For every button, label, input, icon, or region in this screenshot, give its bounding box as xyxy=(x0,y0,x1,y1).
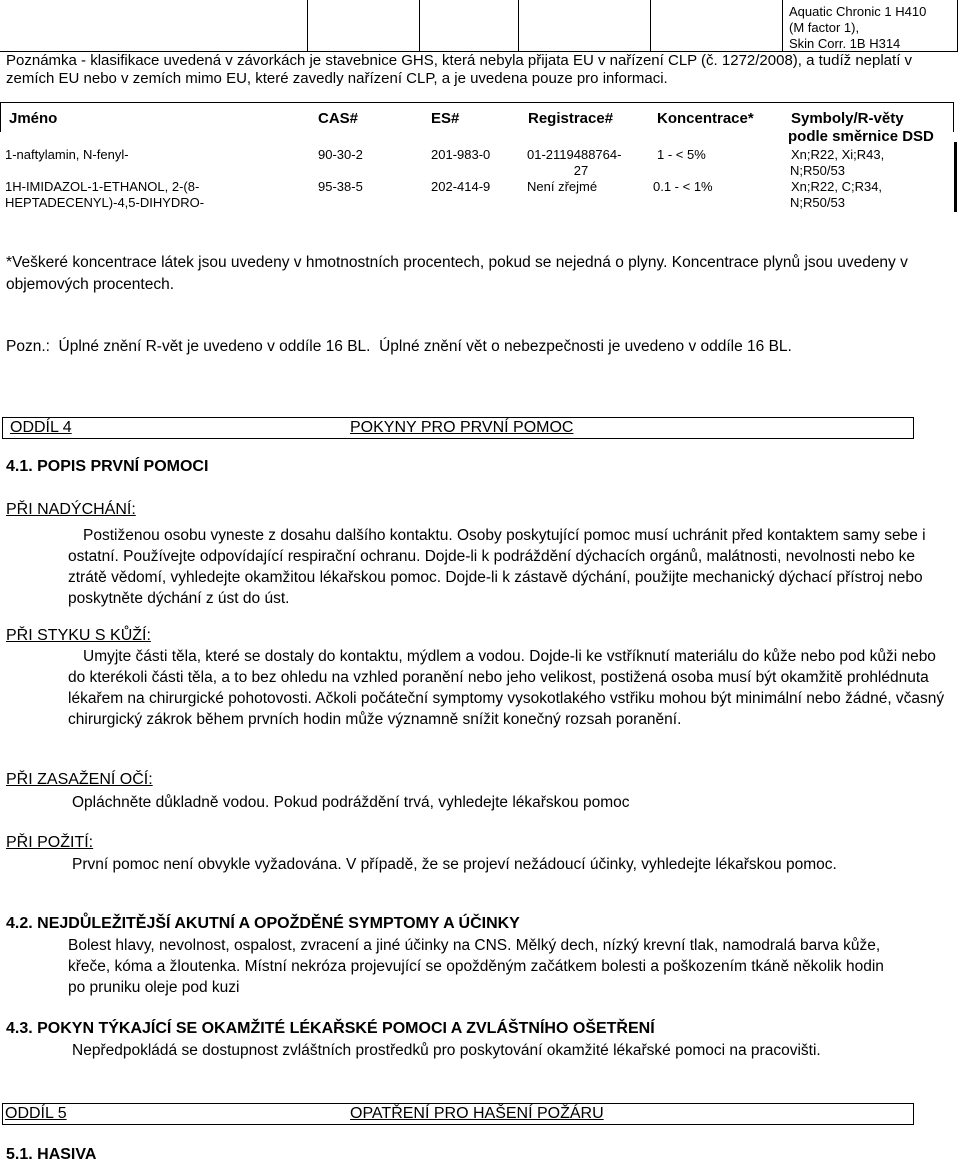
cell-cas: 95-38-5 xyxy=(318,179,363,194)
composition-table xyxy=(0,102,958,214)
cell-symbols-line2: N;R50/53 xyxy=(790,195,845,210)
section-5-title: OPATŘENÍ PRO HAŠENÍ POŽÁRU xyxy=(350,1105,604,1122)
table-cell xyxy=(307,0,420,52)
cell-name-line2: HEPTADECENYL)-4,5-DIHYDRO- xyxy=(5,195,205,210)
section-4-title: POKYNY PRO PRVNÍ POMOC xyxy=(350,419,574,436)
classification-line: Skin Corr. 1B H314 xyxy=(789,36,901,51)
cell-concentration: 0.1 - < 1% xyxy=(653,179,713,194)
ingestion-heading: PŘI POŽITÍ: xyxy=(6,834,94,851)
ghs-note: Poznámka - klasifikace uvedená v závorkách je stavebnice GHS, která nebyla přijata EU v nařízení CLP (č. 1272/2008), a tudíž neplatí v zemích EU nebo v zemích mimo EU, které zavedly nařízení CLP, a je uvedena pouze pro informaci. xyxy=(6,52,913,87)
classification-text xyxy=(789,4,926,52)
cell-es: 201-983-0 xyxy=(431,147,491,162)
symptoms-text: Bolest hlavy, nevolnost, ospalost, zvracení a jiné účinky na CNS. Mělký dech, nízký krevní tlak, namodralá barva kůže, křeče, kóma a žloutenka. Místní nekróza projevující se opožděným začátkem bolesti a poškozením tkáně několik hodin po pruniku oleje pod kuzi xyxy=(68,937,884,996)
cell-es: 202-414-9 xyxy=(431,179,491,194)
cell-symbols-line2: N;R50/53 xyxy=(790,163,845,178)
col-header-name: Jméno xyxy=(9,110,58,127)
subsection-4-1-heading: 4.1. POPIS PRVNÍ POMOCI xyxy=(6,458,209,475)
cell-name: 1H-IMIDAZOL-1-ETHANOL, 2-(8- xyxy=(5,179,200,194)
concentration-note: *Veškeré koncentrace látek jsou uvedeny v hmotnostních procentech, pokud se nejedná o plyny. Koncentrace plynů jsou uvedeny v objemových procentech. xyxy=(6,254,908,293)
cell-registration-line2: 27 xyxy=(573,163,589,178)
table-right-border xyxy=(954,142,957,212)
eye-contact-heading: PŘI ZASAŽENÍ OČÍ: xyxy=(6,771,153,788)
subsection-4-2-heading: 4.2. NEJDŮLEŽITĚJŠÍ AKUTNÍ A OPOŽDĚNÉ SYMPTOMY A ÚČINKY xyxy=(6,915,520,932)
r-phrases-note: Pozn.: Úplné znění R-vět je uvedeno v oddíle 16 BL. Úplné znění vět o nebezpečnosti je uvedeno v oddíle 16 BL. xyxy=(6,338,792,355)
inhalation-text xyxy=(68,525,938,609)
cell-registration: Není zřejmé xyxy=(527,179,598,194)
col-header-concentration: Koncentrace* xyxy=(657,110,754,127)
classification-line: (M factor 1), xyxy=(789,20,860,35)
cell-cas: 90-30-2 xyxy=(318,147,363,162)
previous-table-fragment xyxy=(0,0,958,52)
section-4-number: ODDÍL 4 xyxy=(10,419,72,436)
table-cell xyxy=(518,0,651,52)
cell-symbols: Xn;R22, Xi;R43, xyxy=(791,147,885,162)
inhalation-heading: PŘI NADÝCHÁNÍ: xyxy=(6,501,136,518)
medical-attention-text: Nepředpokládá se dostupnost zvláštních prostředků pro poskytování okamžité lékařské pomoci na pracovišti. xyxy=(72,1042,821,1059)
section-5-header xyxy=(2,1103,914,1125)
table-cell xyxy=(419,0,519,52)
skin-contact-heading: PŘI STYKU S KŮŽÍ: xyxy=(6,627,151,644)
subsection-5-1-heading: 5.1. HASIVA xyxy=(6,1146,97,1163)
col-header-registration: Registrace# xyxy=(528,110,614,127)
ingestion-text-content: První pomoc není obvykle vyžadována. V případě, že se projeví nežádoucí účinky, vyhledejte lékařskou pomoc. xyxy=(72,856,837,873)
inhalation-text-content: Postiženou osobu vyneste z dosahu dalšího kontaktu. Osoby poskytující pomoc musí uchránit před kontaktem samy sebe i ostatní. Používejte odpovídající respirační ochranu. Dojde-li k podráždění dýchacích orgánů, malátnosti, nevolnosti nebo ke ztrátě vědomí, vyhledejte okamžitou lékařskou pomoc. Dojde-li k zástavě dýchání, použijte mechanický dýchací přístroj nebo poskytněte dýchání z úst do úst. xyxy=(68,527,926,607)
col-header-es: ES# xyxy=(431,110,460,127)
table-cell xyxy=(0,0,308,52)
cell-concentration: 1 - < 5% xyxy=(657,147,706,162)
eye-contact-text: Opláchněte důkladně vodou. Pokud podráždění trvá, vyhledejte lékařskou pomoc xyxy=(72,794,630,811)
cell-symbols: Xn;R22, C;R34, xyxy=(791,179,883,194)
subsection-4-3-heading: 4.3. POKYN TÝKAJÍCÍ SE OKAMŽITÉ LÉKAŘSKÉ POMOCI A ZVLÁŠTNÍHO OŠETŘENÍ xyxy=(6,1020,655,1037)
section-5-number: ODDÍL 5 xyxy=(5,1105,67,1122)
skin-contact-text-content: Umyjte části těla, které se dostaly do kontaktu, mýdlem a vodou. Dojde-li ke vstříknutí materiálu do kůže nebo pod kůži nebo do kterékoli části těla, a to bez ohledu na vzhled poranění nebo jeho velikost, postižená osoba musí být okamžitě prohlédnuta lékařem na chirurgické pohotovosti. Ačkoli počáteční symptomy vysokotlakého vstřiku mohou být minimální nebo žádné, včasný chirurgický zákrok během prvních hodin může významně snížit konečný rozsah poranění. xyxy=(68,648,945,728)
cell-registration: 01-2119488764- xyxy=(527,147,622,162)
ingestion-text xyxy=(68,854,913,875)
skin-contact-text xyxy=(68,646,948,730)
col-header-symbols-line2: podle směrnice DSD xyxy=(788,128,934,145)
classification-line: Aquatic Chronic 1 H410 xyxy=(789,4,927,19)
table-cell xyxy=(650,0,783,52)
section-4-header xyxy=(2,417,914,439)
col-header-cas: CAS# xyxy=(318,110,359,127)
col-header-symbols: Symboly/R-věty xyxy=(791,110,904,127)
cell-name: 1-naftylamin, N-fenyl- xyxy=(5,147,129,162)
